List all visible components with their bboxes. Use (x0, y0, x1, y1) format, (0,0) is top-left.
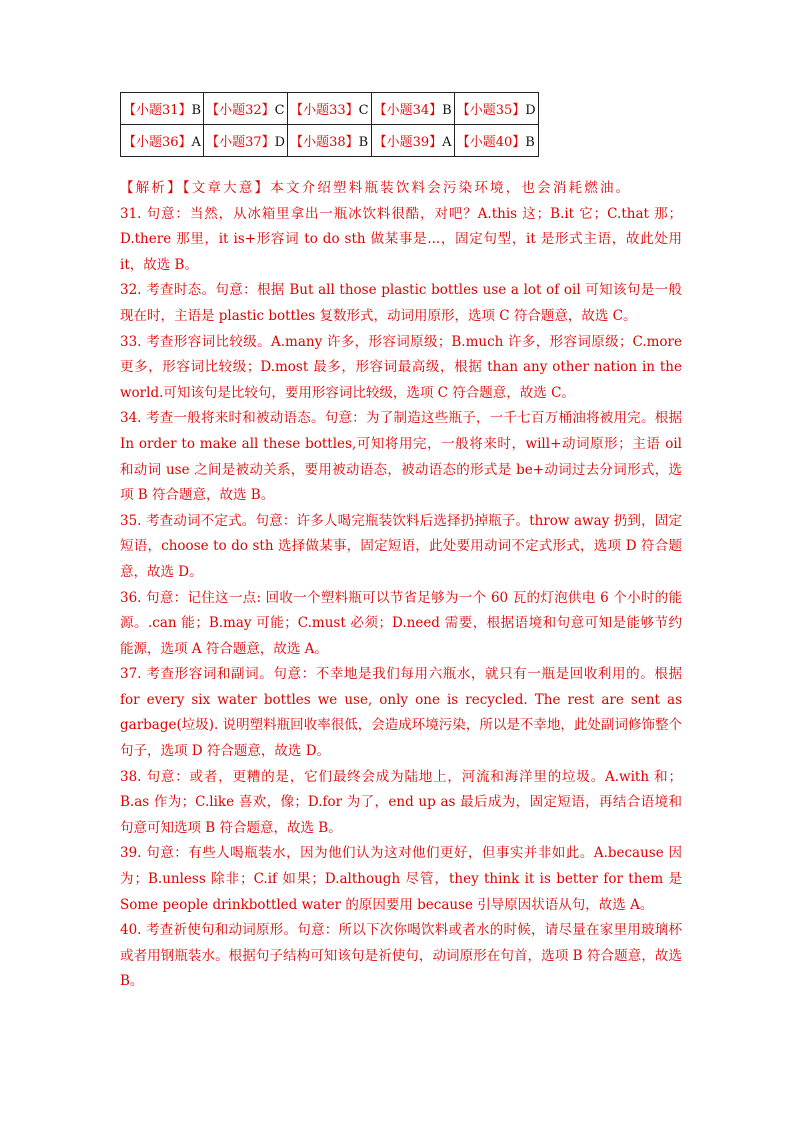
question-label: 【小题39】 (373, 135, 443, 150)
explanation-40: 40. 考查祈使句和动词原形。句意：所以下次你喝饮料或者水的时候，请尽量在家里用玻璃杯或者用钢瓶装水。根据句子结构可知该句是祈使句，动词原形在句首，选项 B 符合题意，故选 B。 (120, 922, 682, 990)
answer-cell (121, 93, 204, 125)
answer-cell (371, 125, 454, 157)
question-label: 【小题36】 (123, 135, 192, 150)
explanation-34: 34. 考查一般将来时和被动语态。句意：为了制造这些瓶子，一千七百万桶油将被用完。根据 In order to make all these bottles,可知将用完，一般将来时，will+动词原形；主语 oil 和动词 use 之间是被动关系，要用被动语态，被动语态的形式是 be+动词过去分词形式，选项 B 符合题意，故选 B。 (120, 410, 682, 504)
question-label: 【小题31】 (123, 103, 192, 118)
explanation-37: 37. 考查形容词和副词。句意：不幸地是我们每用六瓶水，就只有一瓶是回收利用的。根据 for every six water bottles we use, only one is recycled. The rest are sent as garbage(垃圾). 说明塑料瓶回收率很低，会造成环境污染，所以是不幸地，此处副词修饰整个句子，选项 D 符合题意，故选 D。 (120, 666, 682, 760)
question-label: 【小题32】 (206, 103, 275, 118)
answer-row (121, 125, 539, 157)
answer-table (120, 92, 539, 157)
explanation-31: 31. 句意：当然，从冰箱里拿出一瓶冰饮料很酷，对吧？A.this 这；B.it 它；C.that 那；D.there 那里，it is+形容词 to do sth 做某事是...，固定句型，it 是形式主语，故此处用 it，故选 B。 (120, 205, 682, 273)
answer-letter: C (358, 103, 369, 118)
answer-cell (204, 125, 288, 157)
analysis-intro: 【解析】【文章大意】本文介绍塑料瓶装饮料会污染环境，也会消耗燃油。 (120, 180, 632, 196)
answer-letter: D (525, 103, 536, 118)
answer-cell (288, 93, 372, 125)
question-label: 【小题38】 (290, 135, 359, 150)
answer-letter: A (442, 135, 452, 150)
answer-cell (204, 93, 288, 125)
question-label: 【小题40】 (456, 135, 526, 150)
explanation-39: 39. 句意：有些人喝瓶装水，因为他们认为这对他们更好，但事实并非如此。A.because 因为；B.unless 除非；C.if 如果；D.although 尽管，they think it is better for them 是 Some people drinkbottled water 的原因要用 because 引导原因状语从句，故选 A。 (120, 845, 682, 913)
answer-cell (454, 125, 538, 157)
question-label: 【小题33】 (290, 103, 359, 118)
explanation-36: 36. 句意：记住这一点: 回收一个塑料瓶可以节省足够为一个 60 瓦的灯泡供电 6 个小时的能源。.can 能；B.may 可能；C.must 必须；D.need 需要，根据语境和句意可知是能够节约能源，选项 A 符合题意，故选 A。 (120, 589, 682, 657)
answer-letter: B (191, 103, 202, 118)
answer-letter: C (274, 103, 285, 118)
answer-letter: A (191, 135, 201, 150)
question-label: 【小题34】 (373, 103, 443, 118)
explanation-32: 32. 考查时态。句意：根据 But all those plastic bottles use a lot of oil 可知该句是一般现在时，主语是 plastic bottles 复数形式，动词用原形，选项 C 符合题意，故选 C。 (120, 282, 682, 324)
answer-row (121, 93, 539, 125)
explanation-38: 38. 句意：或者，更糟的是，它们最终会成为陆地上，河流和海洋里的垃圾。A.with 和；B.as 作为；C.like 喜欢，像；D.for 为了，end up as 最后成为，固定短语，再结合语境和句意可知选项 B 符合题意，故选 B。 (120, 768, 682, 836)
answer-letter: B (525, 135, 535, 150)
answer-letter: B (442, 103, 452, 118)
answer-cell (371, 93, 454, 125)
answer-cell (454, 93, 538, 125)
answer-letter: B (358, 135, 369, 150)
question-label: 【小题35】 (456, 103, 526, 118)
answer-cell (121, 125, 204, 157)
explanation-35: 35. 考查动词不定式。句意：许多人喝完瓶装饮料后选择扔掉瓶子。throw away 扔到，固定短语，choose to do sth 选择做某事，固定短语，此处要用动词不定式形式，选项 D 符合题意，故选 D。 (120, 512, 682, 580)
question-label: 【小题37】 (206, 135, 275, 150)
answer-table-body (121, 93, 539, 157)
answer-letter: D (274, 135, 286, 150)
answer-cell (288, 125, 372, 157)
explanation-33: 33. 考查形容词比较级。A.many 许多，形容词原级；B.much 许多，形容词原级；C.more 更多，形容词比较级；D.most 最多，形容词最高级，根据 than any other nation in the world.可知该句是比较句，要用形容词比较级，选项 C 符合题意，故选 C。 (120, 333, 682, 401)
analysis-section (120, 176, 682, 995)
